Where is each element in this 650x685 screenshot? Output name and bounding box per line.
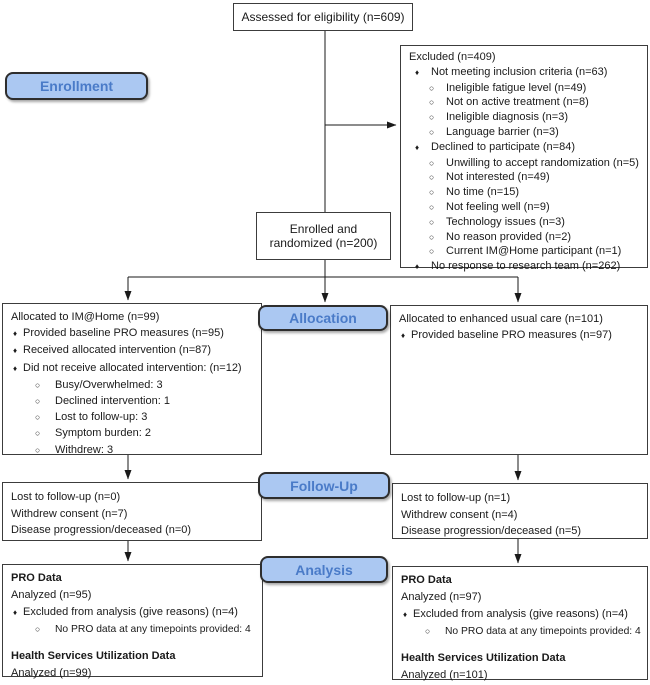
circle-bullet-icon: ○ — [425, 626, 431, 637]
circle-bullet-icon: ○ — [35, 379, 41, 390]
analysis-excluded-line: ♦ Excluded from analysis (give reasons) (n=4) — [3, 604, 262, 622]
allocation-imhome-title: Allocated to IM@Home (n=99) — [11, 311, 160, 323]
excluded-subitem: ○ Not feeling well (n=9) — [429, 200, 550, 213]
circle-bullet-icon: ○ — [429, 126, 435, 137]
followup-line: Lost to follow-up (n=1) — [401, 492, 511, 504]
allocation-subitem: ○ Symptom burden: 2 — [3, 425, 261, 441]
followup-left-box — [2, 482, 262, 541]
analysis-hsu-analyzed: Analyzed (n=101) — [401, 668, 488, 681]
followup-line: Disease progression/deceased (n=5) — [401, 525, 582, 537]
circle-bullet-icon: ○ — [35, 412, 41, 423]
circle-bullet-icon: ○ — [35, 396, 41, 407]
excluded-title: Excluded (n=409) — [409, 51, 496, 63]
allocation-imhome-box — [2, 303, 262, 455]
allocation-subitem: ○ Lost to follow-up: 3 — [3, 409, 261, 425]
excluded-subitem: ○ Ineligible diagnosis (n=3) — [429, 111, 568, 124]
analysis-excluded-sub: ○ No PRO data at any timepoints provided: 4 — [393, 623, 647, 641]
circle-bullet-icon: ○ — [429, 112, 435, 123]
circle-bullet-icon: ○ — [429, 231, 435, 242]
diamond-bullet-icon: ♦ — [415, 262, 420, 272]
allocation-subitem: ○ Declined intervention: 1 — [3, 393, 261, 409]
analysis-hsu-analyzed: Analyzed (n=99) — [11, 666, 92, 679]
circle-bullet-icon: ○ — [429, 97, 435, 108]
followup-line: Disease progression/deceased (n=0) — [11, 524, 192, 536]
stage-label-allocation — [258, 305, 388, 331]
diamond-bullet-icon: ♦ — [415, 67, 420, 77]
circle-bullet-icon: ○ — [429, 172, 435, 183]
excluded-item: ♦ Not meeting inclusion criteria (n=63) — [401, 65, 647, 81]
allocation-subitem: ○ Busy/Overwhelmed: 3 — [3, 377, 261, 393]
excluded-subitem: ○ Ineligible fatigue level (n=49) — [429, 81, 587, 94]
circle-bullet-icon: ○ — [429, 216, 435, 227]
excluded-item: ♦ Declined to participate (n=84) — [401, 140, 647, 156]
excluded-subitem: ○ Unwilling to accept randomization (n=5) — [429, 156, 639, 169]
allocation-usual-care-title: Allocated to enhanced usual care (n=101) — [399, 313, 603, 325]
analysis-hsu-title: Health Services Utilization Data — [401, 652, 566, 665]
enrolled-randomized-box — [256, 212, 391, 260]
circle-bullet-icon: ○ — [429, 246, 435, 257]
circle-bullet-icon: ○ — [429, 157, 435, 168]
analysis-hsu-title: Health Services Utilization Data — [11, 650, 176, 663]
diamond-bullet-icon: ♦ — [13, 607, 18, 617]
excluded-subitem: ○ Not on active treatment (n=8) — [429, 96, 589, 109]
followup-line: Withdrew consent (n=7) — [11, 507, 128, 520]
analysis-excluded-line: ♦ Excluded from analysis (give reasons) (n=4) — [393, 606, 647, 624]
allocation-item: ♦ Received allocated intervention (n=87) — [3, 342, 261, 359]
stage-label-analysis — [260, 556, 388, 583]
circle-bullet-icon: ○ — [429, 187, 435, 198]
diamond-bullet-icon: ♦ — [415, 142, 420, 152]
analysis-pro-analyzed: Analyzed (n=95) — [11, 588, 92, 601]
diamond-bullet-icon: ♦ — [401, 331, 406, 341]
diamond-bullet-icon: ♦ — [13, 329, 18, 339]
allocation-subitem: ○ Withdrew: 3 — [3, 442, 261, 458]
excluded-subitem: ○ Language barrier (n=3) — [429, 125, 559, 138]
circle-bullet-icon: ○ — [429, 82, 435, 93]
analysis-pro-analyzed: Analyzed (n=97) — [401, 590, 482, 603]
stage-label-analysis-text: Analysis — [295, 561, 353, 578]
diamond-bullet-icon: ♦ — [13, 363, 18, 373]
stage-label-allocation-text: Allocation — [289, 310, 357, 326]
assessed-eligibility-text: Assessed for eligibility (n=609) — [241, 9, 405, 24]
allocation-item: ♦ Did not receive allocated intervention: (n=12) — [3, 360, 261, 377]
analysis-excluded-sub: ○ No PRO data at any timepoints provided: 4 — [3, 621, 262, 639]
excluded-subitem: ○ Not interested (n=49) — [429, 171, 550, 184]
assessed-eligibility-box — [233, 3, 413, 31]
excluded-subitem: ○ No time (n=15) — [429, 186, 520, 199]
excluded-subitem: ○ Technology issues (n=3) — [429, 215, 565, 228]
enrolled-randomized-text: Enrolled and randomized (n=200) — [269, 221, 378, 250]
allocation-usual-care-box — [390, 305, 648, 455]
analysis-left-box — [2, 564, 263, 677]
circle-bullet-icon: ○ — [429, 201, 435, 212]
diamond-bullet-icon: ♦ — [403, 609, 408, 619]
circle-bullet-icon: ○ — [35, 428, 41, 439]
excluded-box — [400, 45, 648, 273]
allocation-item: ♦ Provided baseline PRO measures (n=95) — [3, 325, 261, 342]
stage-label-followup-text: Follow-Up — [290, 477, 358, 494]
analysis-pro-title: PRO Data — [11, 572, 62, 584]
analysis-right-box — [392, 566, 648, 680]
circle-bullet-icon: ○ — [35, 444, 41, 455]
stage-label-enrollment-text: Enrollment — [39, 78, 114, 94]
followup-line: Withdrew consent (n=4) — [401, 508, 518, 521]
stage-label-enrollment — [5, 72, 148, 100]
circle-bullet-icon: ○ — [35, 624, 41, 635]
excluded-item: ♦ No response to research team (n=262) — [401, 259, 647, 275]
allocation-item: ♦ Provided baseline PRO measures (n=97) — [391, 327, 647, 344]
followup-line: Lost to follow-up (n=0) — [11, 491, 121, 503]
excluded-subitem: ○ No reason provided (n=2) — [429, 230, 572, 243]
stage-label-followup — [258, 472, 390, 499]
excluded-subitem: ○ Current IM@Home participant (n=1) — [429, 245, 622, 258]
analysis-pro-title: PRO Data — [401, 574, 452, 586]
diamond-bullet-icon: ♦ — [13, 346, 18, 356]
followup-right-box — [392, 483, 648, 539]
